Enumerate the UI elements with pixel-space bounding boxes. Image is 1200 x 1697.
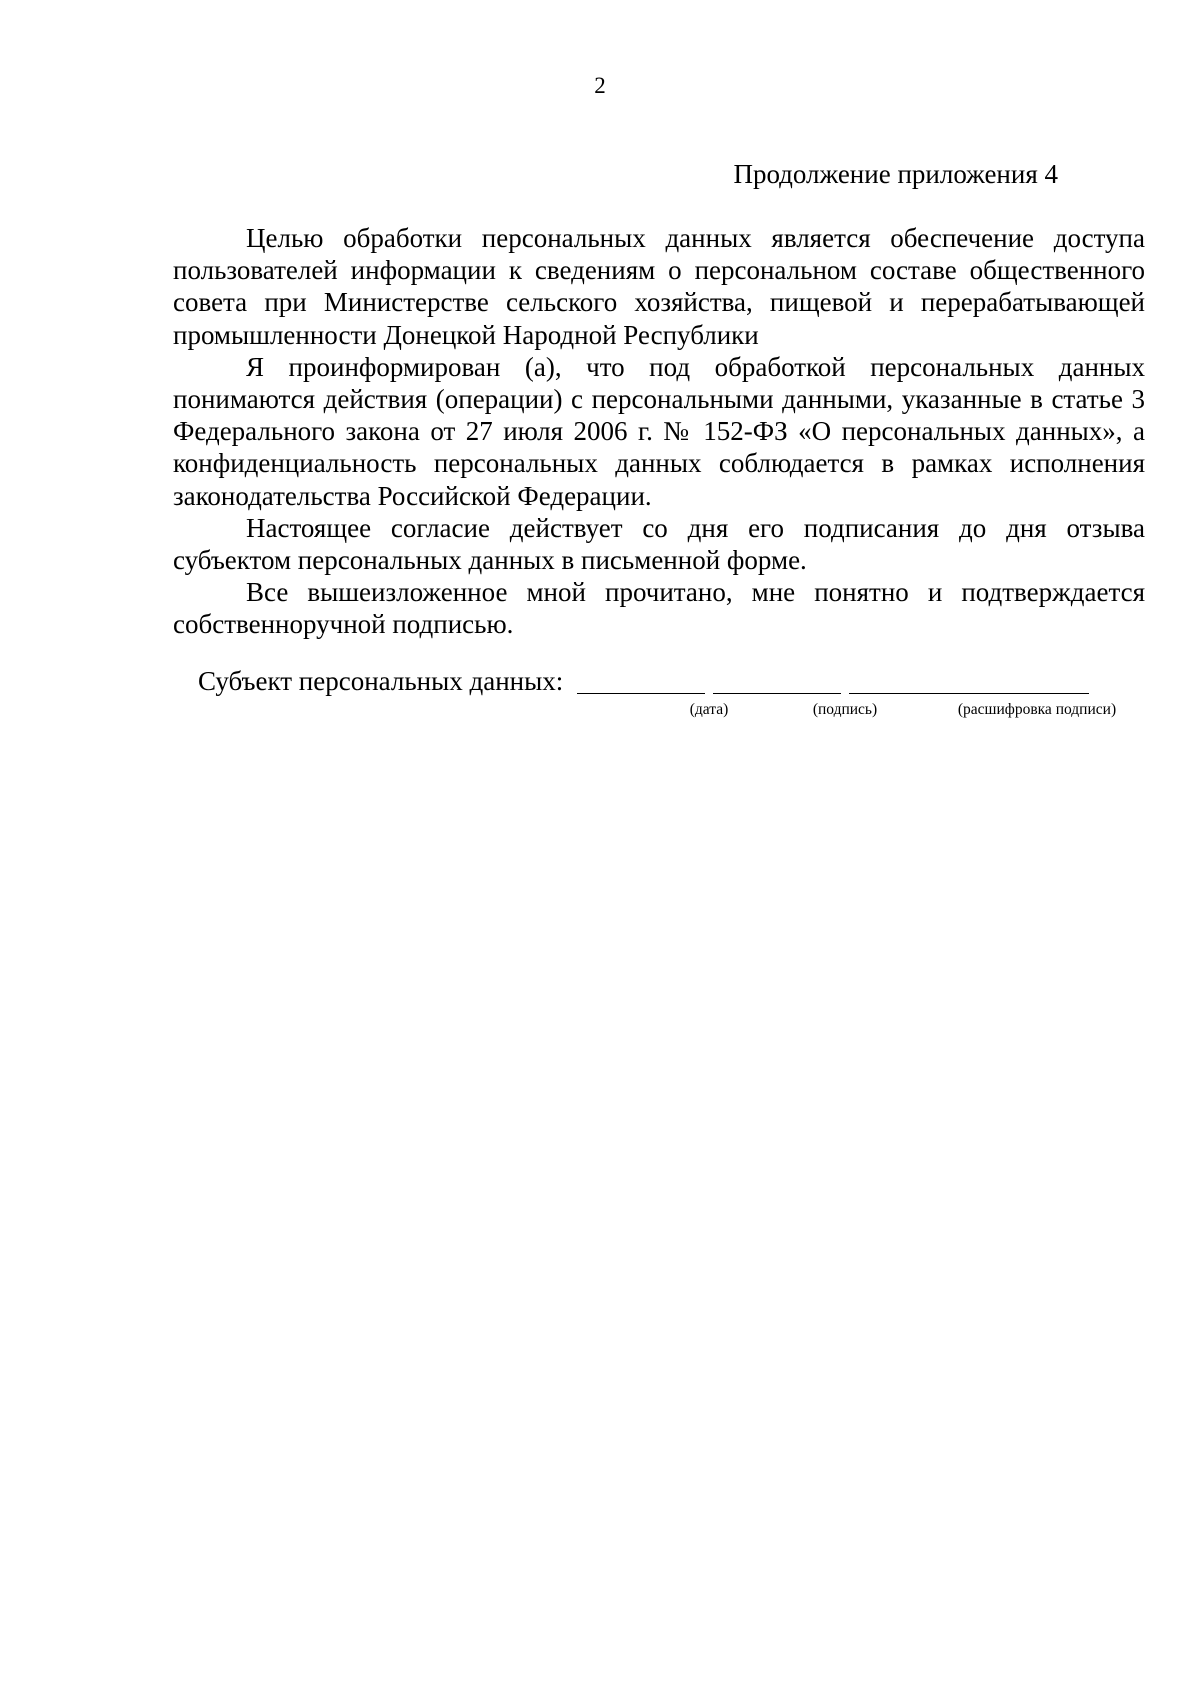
- signature-captions: [198, 701, 1117, 721]
- signature-row: [198, 665, 1098, 697]
- page-number: 2: [594, 73, 606, 98]
- signature-decode-caption: (расшифровка подписи): [957, 701, 1117, 718]
- paragraph-processing-info: Я проинформирован (а), что под обработкой персональных данных понимаются действия (операции) с персональными данными, указанные в статье 3 Федерального закона от 27 июля 2006 г. № 152-ФЗ «О персональных данных», а конфиденциальность персональных данных соблюдается в рамках исполнения законодательства Российской Федерации.: [173, 351, 1145, 511]
- paragraph-purpose: Целью обработки персональных данных является обеспечение доступа пользователей информации к сведениям о персональном составе общественного совета при Министерстве сельского хозяйства, пищевой и перерабатывающей промышленности Донецкой Народной Республики: [173, 223, 1145, 350]
- paragraph-validity: Настоящее согласие действует со дня его подписания до дня отзыва субъектом персональных данных в письменной форме.: [173, 512, 1145, 576]
- signature-line: [713, 669, 841, 694]
- date-caption: (дата): [689, 701, 729, 718]
- signature-caption: (подпись): [812, 701, 878, 718]
- consent-body: [173, 222, 1145, 641]
- signature-decode-line: [849, 669, 1089, 694]
- date-line: [577, 669, 705, 694]
- paragraph-confirmation: Все вышеизложенное мной прочитано, мне понятно и подтверждается собственноручной подписью.: [173, 577, 1145, 640]
- signature-label: Субъект персональных данных:: [198, 666, 564, 696]
- appendix-continuation-note: Продолжение приложения 4: [733, 159, 1058, 189]
- signature-block: [198, 665, 1117, 718]
